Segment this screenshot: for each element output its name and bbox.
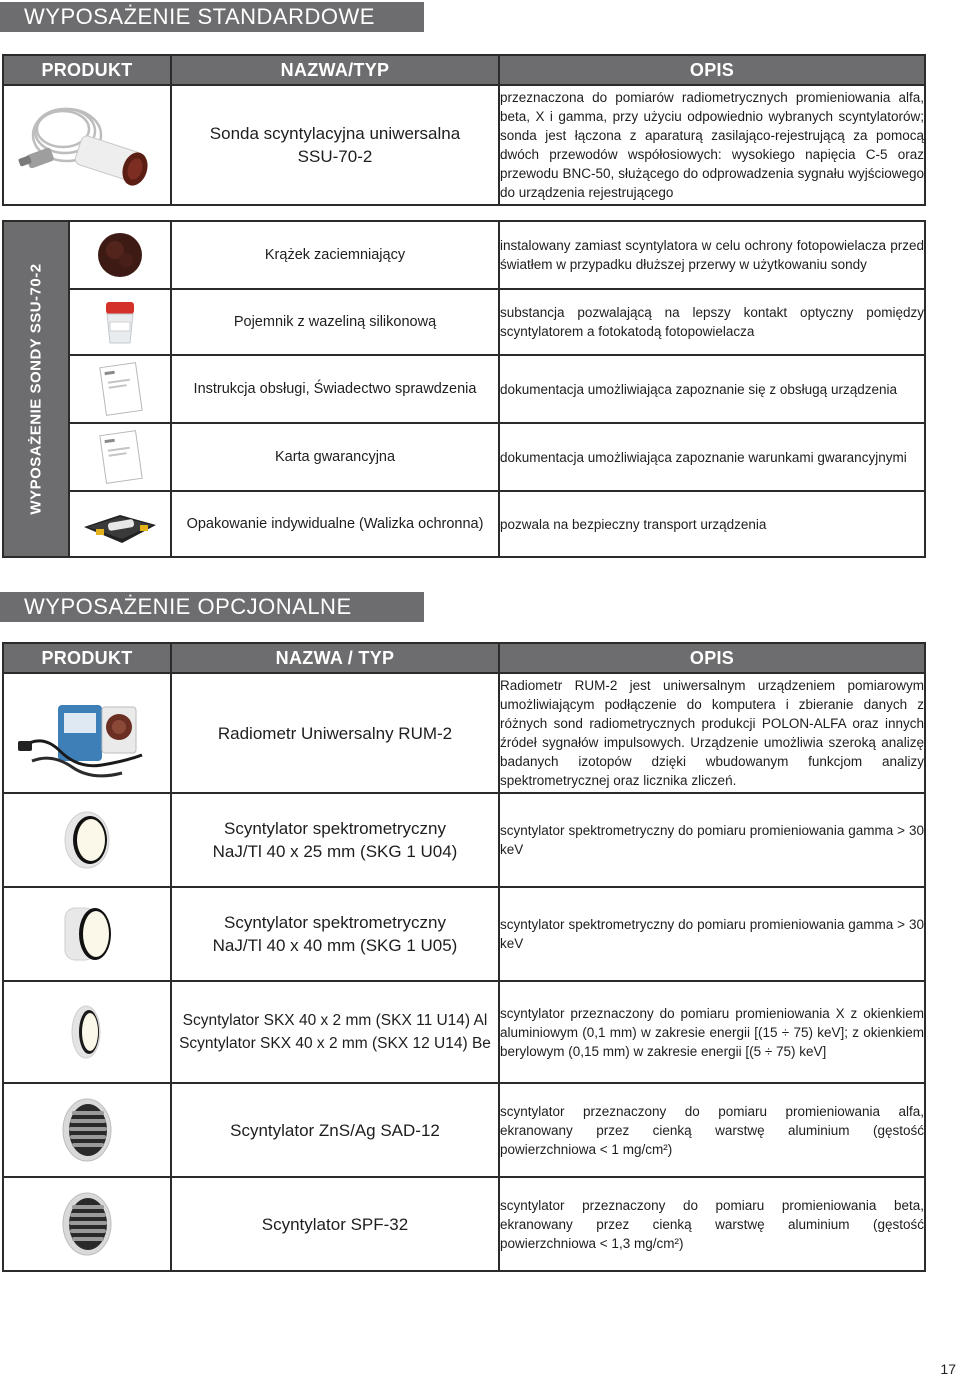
column-header-description: OPIS (499, 55, 925, 85)
table-row (3, 887, 925, 981)
optional-section-banner: WYPOSAŻENIE OPCJONALNE (0, 592, 424, 622)
probe-name-line1: Sonda scyntylacyjna uniwersalna (209, 124, 461, 143)
accessory-name: Opakowanie indywidualne (Walizka ochronna) (171, 491, 499, 557)
probe-name-line2: SSU-70-2 (297, 147, 373, 166)
scintillator-disc-picture (62, 1000, 112, 1064)
radiometer-picture (12, 683, 162, 783)
column-header-product: PRODUKT (3, 55, 171, 85)
optional-name-cell (171, 1177, 499, 1271)
column-header-name: NAZWA / TYP (171, 643, 499, 673)
page-number: 17 (940, 1361, 956, 1377)
table-row (3, 981, 925, 1083)
probe-name-cell (171, 85, 499, 205)
blackout-disc-picture (95, 230, 145, 280)
optional-name-line1: Scyntylator spektrometryczny (223, 819, 446, 838)
scintillator-grid-picture (57, 1095, 117, 1165)
probe-image (3, 85, 171, 205)
table-row (3, 423, 925, 491)
radiometer-image (3, 673, 171, 793)
manual-image (69, 355, 171, 423)
table-row (3, 355, 925, 423)
accessory-name: Instrukcja obsługi, Świadectwo sprawdzenia (171, 355, 499, 423)
optional-name-cell (171, 793, 499, 887)
accessory-name: Pojemnik z wazeliną silikonową (171, 289, 499, 355)
optional-name-line1: Scyntylator SPF-32 (261, 1214, 409, 1234)
probe-description: przeznaczona do pomiarów radiometrycznych promieniowania alfa, beta, X i gamma, przy użyciu odpowiednio wybranych scyntylatorów; sonda jest łączona z aparaturą zasilająco-rejestrującą za pomocą dwóch przewodów współosiowych: wysokiego napięcia C-5 oraz przewodu BNC-50, służącego do odprowadzenia sygnału wyjściowego do urządzenia rejestrującego (499, 85, 925, 205)
table-row (3, 491, 925, 557)
optional-description: scyntylator przeznaczony do pomiaru promieniowania beta, ekranowany przez cienką warstwę aluminium (gęstość powierzchniowa < 1,3 mg/cm²) (499, 1177, 925, 1271)
optional-name-cell (171, 673, 499, 793)
accessory-description: substancja pozwalającą na lepszy kontakt optyczny pomiędzy scyntylatorem a fotokatodą fotopowielacza (499, 289, 925, 355)
accessory-name: Karta gwarancyjna (171, 423, 499, 491)
optional-description: scyntylator spektrometryczny do pomiaru promieniowania gamma > 30 keV (499, 887, 925, 981)
accessory-description: pozwala na bezpieczny transport urządzenia (499, 491, 925, 557)
optional-name-line1: Scyntylator ZnS/Ag SAD-12 (230, 1120, 440, 1140)
table-row (3, 1177, 925, 1271)
scintillator-skg-u05-image (3, 887, 171, 981)
carrying-case-picture (80, 499, 160, 549)
table-row (3, 221, 925, 289)
scintillation-probe-picture (17, 95, 157, 195)
accessory-description: dokumentacja umożliwiająca zapoznanie się z obsługą urządzenia (499, 355, 925, 423)
optional-name-line2: NaJ/Tl 40 x 25 mm (SKG 1 U04) (212, 842, 458, 861)
optional-name-line1: Scyntylator spektrometryczny (223, 913, 446, 932)
standard-equipment-table (2, 54, 926, 206)
accessory-description: dokumentacja umożliwiająca zapoznanie warunkami gwarancyjnymi (499, 423, 925, 491)
optional-description: scyntylator przeznaczony do pomiaru promieniowania alfa, ekranowany przez cienką warstwę aluminium (gęstość powierzchniowa < 1 mg/cm²) (499, 1083, 925, 1177)
column-header-product: PRODUKT (3, 643, 171, 673)
optional-name-line2: Scyntylator SKX 40 x 2 mm (SKX 12 U14) Be (179, 1035, 491, 1052)
optional-header-row (3, 643, 925, 673)
optional-description: scyntylator spektrometryczny do pomiaru promieniowania gamma > 30 keV (499, 793, 925, 887)
table-row (3, 793, 925, 887)
optional-name-line2: NaJ/Tl 40 x 40 mm (SKG 1 U05) (212, 936, 458, 955)
scintillator-grid-picture (57, 1189, 117, 1259)
carrying-case-image (69, 491, 171, 557)
optional-name-cell (171, 981, 499, 1083)
standard-header-row (3, 55, 925, 85)
optional-description: Radiometr RUM-2 jest uniwersalnym urządzeniem pomiarowym umożliwiającym podłączenie do komputera i zbieranie danych z różnych sond radiometrycznych produkcji POLON-ALFA oraz innych źródeł sygnałów impulsowych. Urządzenie umożliwia szeroką analizę badanych izotopów dzięki wbudowanym funkcjom analizy spektrometrycznej oraz licznika zliczeń. (499, 673, 925, 793)
optional-description: scyntylator przeznaczony do pomiaru promieniowania X z okienkiem aluminiowym (0,1 mm) w zakresie energii [(15 ÷ 75) keV]; z okienkiem berylowym (0,15 mm) w zakresie energii [(5 ÷ 75) keV] (499, 981, 925, 1083)
optional-name-line1: Scyntylator SKX 40 x 2 mm (SKX 11 U14) Al (182, 1012, 488, 1029)
scintillator-skx-image (3, 981, 171, 1083)
table-row (3, 1083, 925, 1177)
accessories-table (2, 220, 926, 558)
column-header-description: OPIS (499, 643, 925, 673)
blackout-disc-image (69, 221, 171, 289)
scintillator-skg-u04-image (3, 793, 171, 887)
standard-section-banner: WYPOSAŻENIE STANDARDOWE (0, 2, 424, 32)
scintillator-canister-picture (57, 808, 117, 872)
warranty-card-picture (95, 430, 145, 484)
optional-name-cell (171, 1083, 499, 1177)
accessories-side-label-cell (3, 221, 69, 557)
table-row (3, 289, 925, 355)
optional-name-line1: Radiometr Uniwersalny RUM-2 (217, 723, 453, 743)
table-row (3, 673, 925, 793)
optional-name-cell (171, 887, 499, 981)
manual-document-picture (95, 362, 145, 416)
warranty-card-image (69, 423, 171, 491)
accessory-description: instalowany zamiast scyntylatora w celu ochrony fotopowielacza przed światłem w przypadku dłuższej przerwy w użytkowaniu sondy (499, 221, 925, 289)
vaseline-jar-image (69, 289, 171, 355)
vaseline-jar-picture (95, 297, 145, 347)
scintillator-sad12-image (3, 1083, 171, 1177)
table-row (3, 85, 925, 205)
optional-equipment-table (2, 642, 926, 1272)
accessory-name: Krążek zaciemniający (171, 221, 499, 289)
accessories-side-label: WYPOSAŻENIE SONDY SSU-70-2 (27, 263, 45, 515)
scintillator-canister-picture (57, 902, 117, 966)
scintillator-spf32-image (3, 1177, 171, 1271)
column-header-name: NAZWA/TYP (171, 55, 499, 85)
